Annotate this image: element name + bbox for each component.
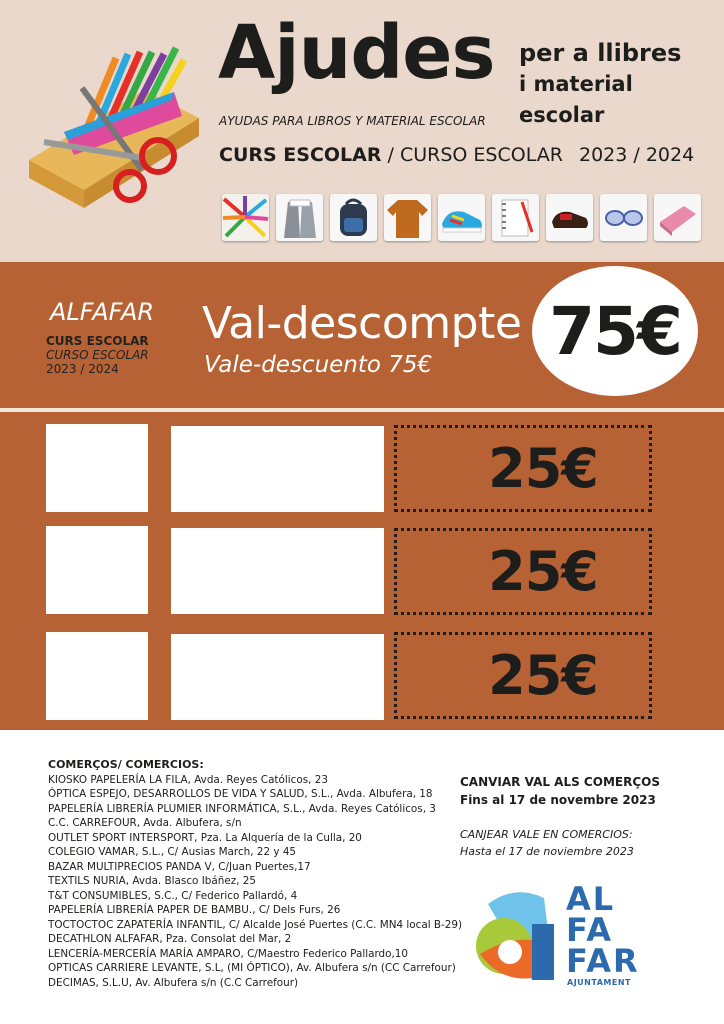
voucher-year: 2023 / 2024 — [46, 362, 119, 376]
exchange-va-line1: CANVIAR VAL ALS COMERÇOS — [460, 775, 660, 789]
voucher-curs-es: CURSO ESCOLAR — [46, 348, 149, 362]
colored-pencils-icon — [222, 194, 269, 241]
coupon-amount-1: 25€ — [488, 437, 598, 500]
eraser-icon — [654, 194, 701, 241]
logo-line1: AL — [566, 880, 616, 918]
voucher-title-va: Val-descompte — [202, 298, 522, 349]
notebook-icon — [492, 194, 539, 241]
goggles-icon — [600, 194, 647, 241]
pencil-box-scissors-illustration — [24, 40, 204, 210]
voucher-school-year — [46, 334, 149, 376]
exchange-note-es — [460, 826, 634, 860]
tshirt-icon — [384, 194, 431, 241]
list-item: C.C. CARREFOUR, Avda. Albufera, s/n — [48, 817, 242, 829]
list-item: KIOSKO PAPELERÍA LA FILA, Avda. Reyes Católicos, 23 — [48, 773, 328, 786]
voucher-curs-va: CURS ESCOLAR — [46, 334, 149, 348]
alfafar-logo-icon — [470, 884, 570, 984]
school-year-line — [219, 144, 694, 166]
logo-line3: FAR — [566, 942, 640, 980]
list-item: COLEGIO VAMAR, S.L., C/ Ausias March, 22 y 45 — [48, 846, 297, 858]
page-title: Ajudes — [218, 10, 495, 96]
backpack-icon — [330, 194, 377, 241]
exchange-es-line1: CANJEAR VALE EN COMERCIOS: — [460, 828, 633, 841]
coupon-3 — [394, 632, 652, 719]
exchange-va-line2: Fins al 17 de novembre 2023 — [460, 793, 656, 807]
shops-header: COMERÇOS/ COMERCIOS: — [48, 758, 204, 771]
signature-box-1 — [171, 426, 384, 512]
list-item: OUTLET SPORT INTERSPORT, Pza. La Alquería de la Culla, 20 — [48, 831, 362, 844]
list-item: OPTICAS CARRIERE LEVANTE, S.L, (MI ÓPTICO), Av. Albufera s/n (CC Carrefour) — [48, 962, 456, 974]
exchange-note-va — [460, 773, 660, 809]
coupon-1 — [394, 425, 652, 512]
signature-box-3 — [171, 634, 384, 720]
logo-subtitle: AJUNTAMENT — [567, 978, 631, 987]
title-side-line2: i material escolar — [519, 72, 633, 127]
list-item: DECIMAS, S.L.U, Av. Albufera s/n (C.C Carrefour) — [48, 976, 299, 989]
shops-list — [48, 758, 462, 990]
title-side — [519, 38, 724, 131]
stamp-box-2 — [46, 526, 148, 614]
list-item: TOCTOCTOC ZAPATERÍA INFANTIL, C/ Alcalde José Puertes (C.C. MN4 local B-29) — [48, 918, 463, 931]
list-item: ÓPTICA ESPEJO, DESARROLLOS DE VIDA Y SALUD, S.L., Avda. Albufera, 18 — [48, 788, 433, 800]
curs-bold: CURS ESCOLAR — [219, 144, 382, 166]
list-item: BAZAR MULTIPRECIOS PANDA V, C/Juan Puertes,17 — [48, 860, 311, 873]
voucher-title-es: Vale-descuento 75€ — [204, 352, 433, 378]
school-shoes-icon — [546, 194, 593, 241]
town-name: ALFAFAR — [50, 298, 155, 326]
logo-wordmark — [566, 880, 640, 980]
coupon-amount-2: 25€ — [488, 540, 598, 603]
list-item: T&T CONSUMIBLES, S.C., C/ Federico Pallardó, 4 — [48, 889, 298, 902]
list-item: PAPELERÍA LIBRERÍA PLUMIER INFORMÁTICA, S.L., Avda. Reyes Católicos, 3 — [48, 802, 436, 815]
coupon-amount-3: 25€ — [488, 644, 598, 707]
logo-line2: FA — [566, 911, 613, 949]
product-thumbnails — [222, 194, 701, 241]
school-uniform-icon — [276, 194, 323, 241]
exchange-es-line2: Hasta el 17 de noviembre 2023 — [460, 845, 634, 858]
list-item: DECATHLON ALFAFAR, Pza. Consolat del Mar, 2 — [48, 933, 292, 945]
coupon-2 — [394, 528, 652, 615]
stamp-box-1 — [46, 424, 148, 512]
list-item: TEXTILS NURIA, Avda. Blasco Ibáñez, 25 — [48, 875, 256, 887]
voucher-amount-badge — [532, 266, 698, 396]
title-side-line1: per a llibres — [519, 39, 682, 67]
voucher-amount: 75€ — [549, 292, 681, 370]
curs-year: 2023 / 2024 — [578, 144, 695, 166]
sneakers-icon — [438, 194, 485, 241]
signature-box-2 — [171, 528, 384, 614]
list-item: LENCERÍA-MERCERÍA MARÍA AMPARO, C/Maestro Federico Pallardo,10 — [48, 947, 409, 960]
curs-rest: / CURSO ESCOLAR — [381, 144, 563, 166]
subtitle-spanish: AYUDAS PARA LIBROS Y MATERIAL ESCOLAR — [219, 114, 486, 128]
stamp-box-3 — [46, 632, 148, 720]
list-item: PAPELERÍA LIBRERÍA PAPER DE BAMBU., C/ Dels Furs, 26 — [48, 904, 341, 916]
